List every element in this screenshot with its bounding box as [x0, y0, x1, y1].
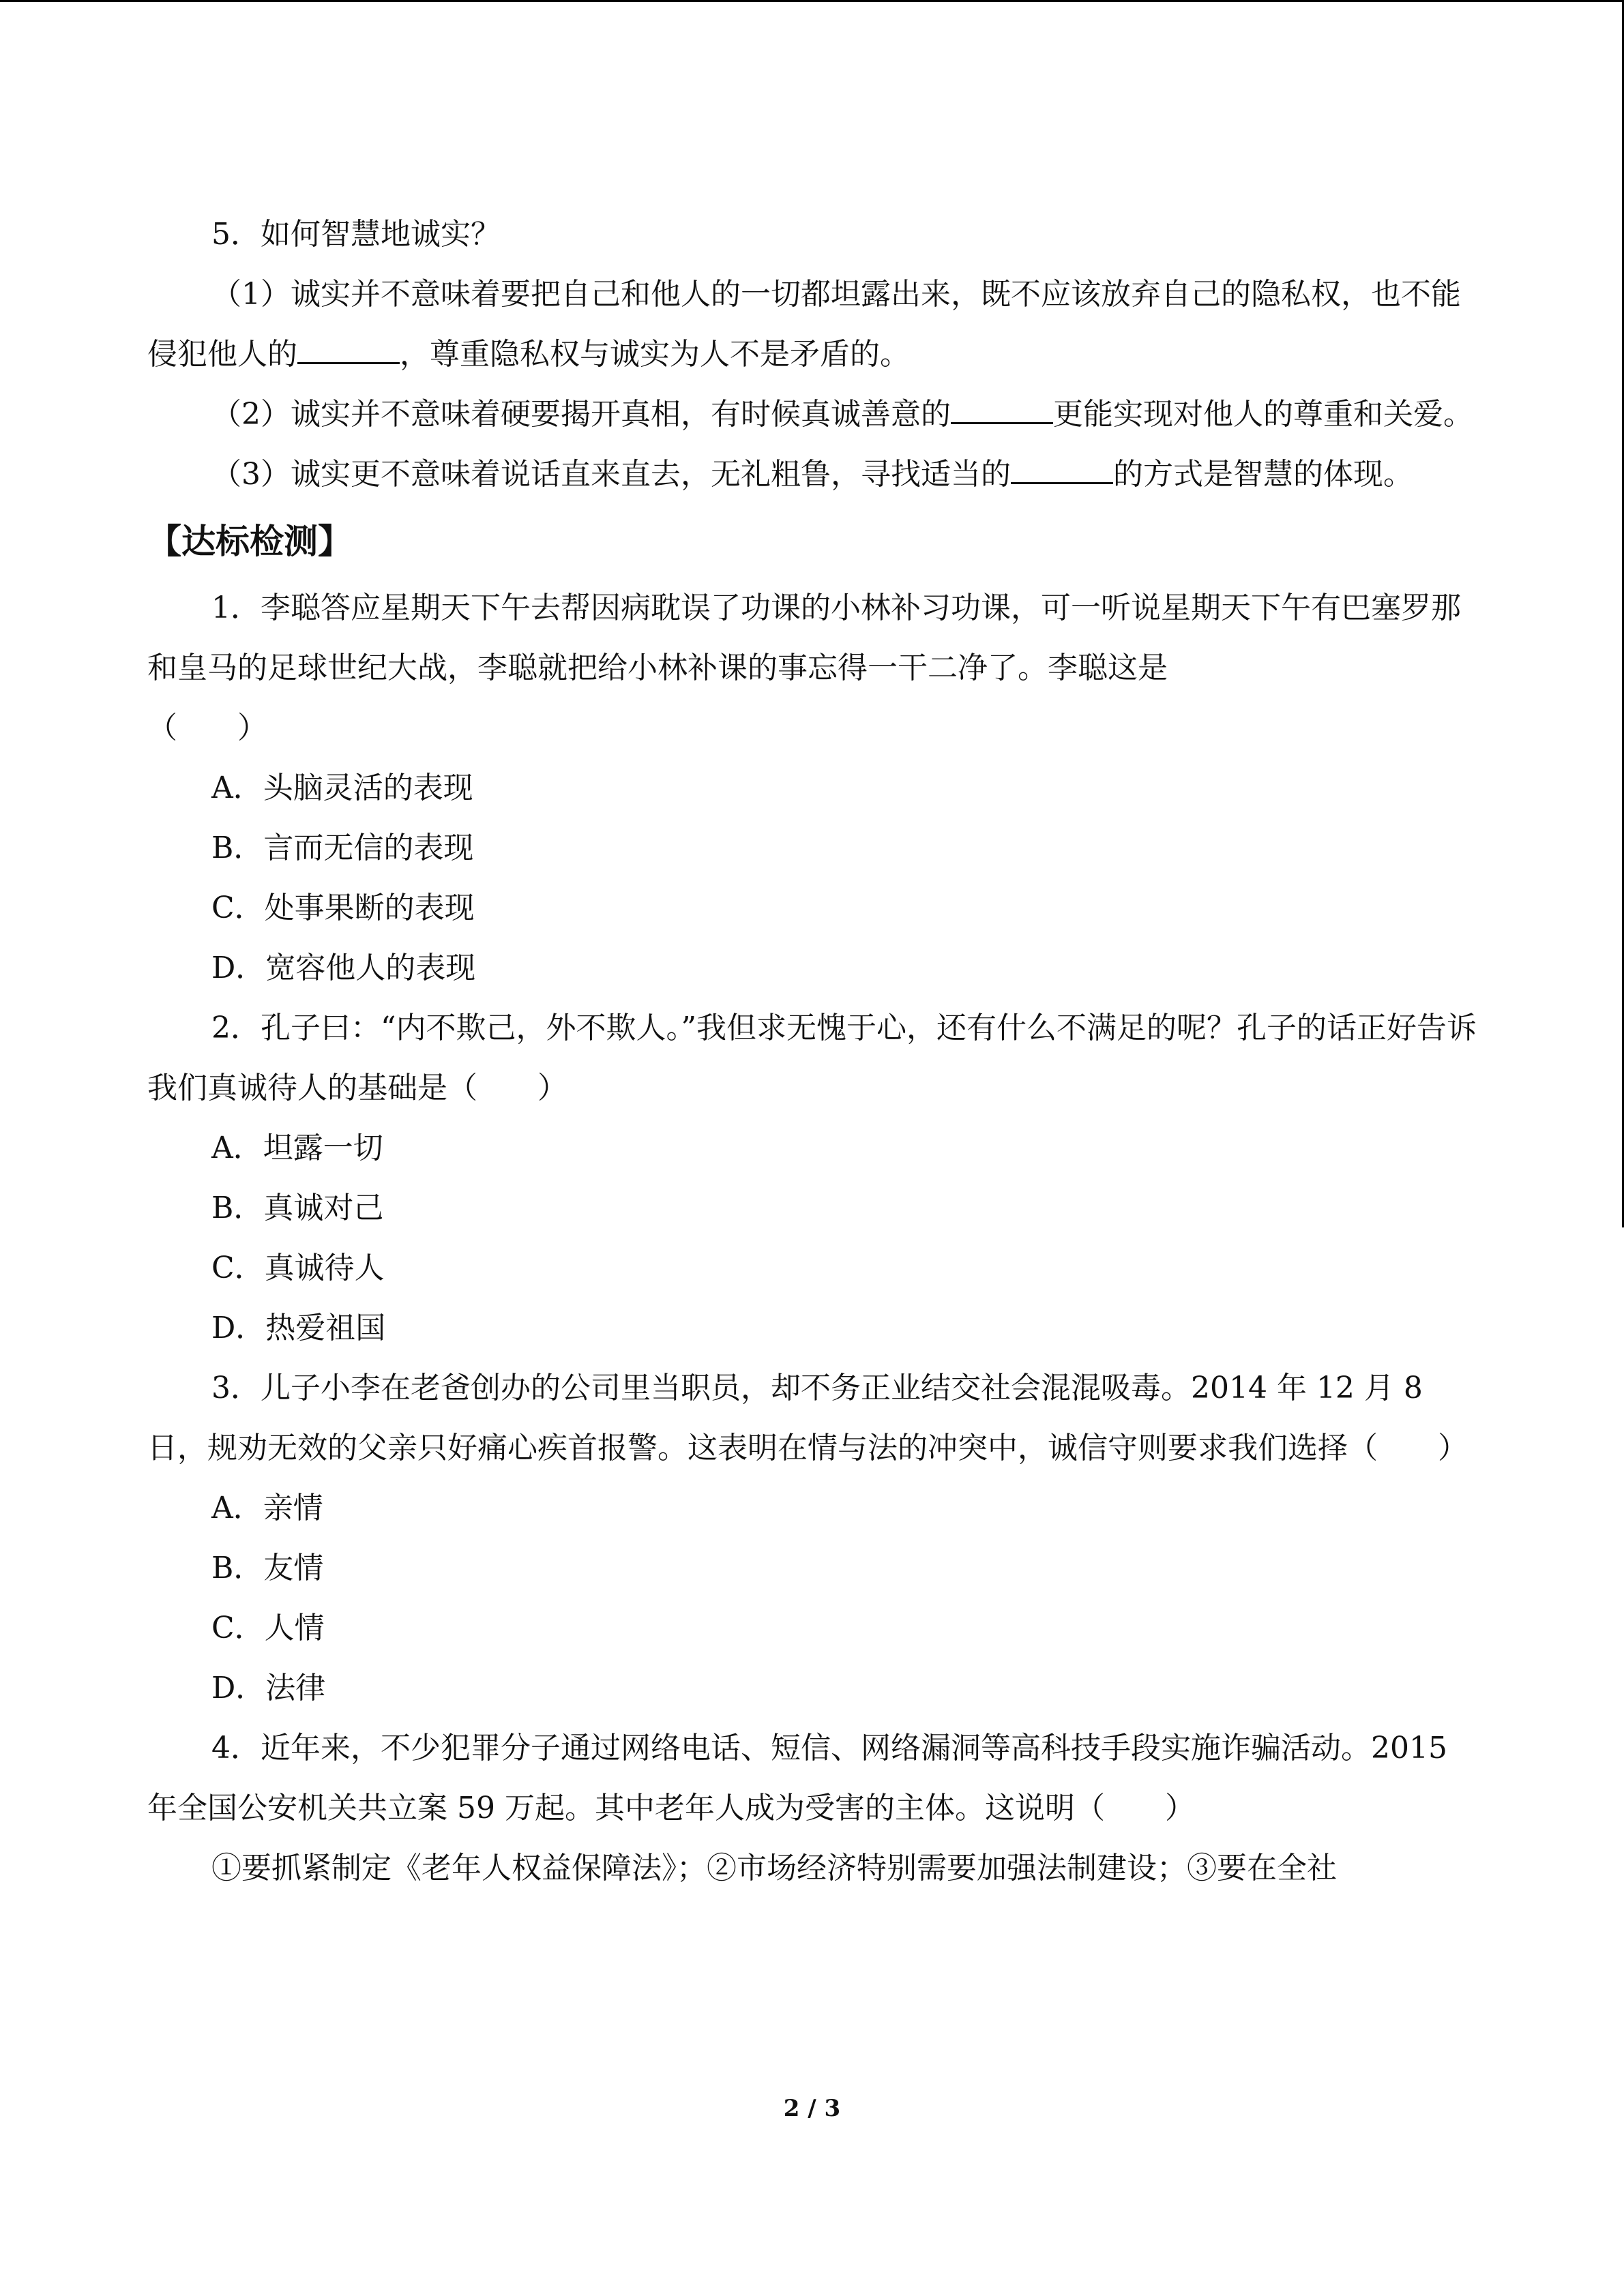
section5-item-1	[147, 265, 1477, 385]
question-4-stem: 4．近年来，不少犯罪分子通过网络电话、短信、网络漏洞等高科技手段实施诈骗活动。2015 年全国公安机关共立案 59 万起。其中老年人成为受害的主体。这说明（ ）	[147, 1731, 1447, 1825]
section5-title: 5．如何智慧地诚实？	[211, 217, 501, 252]
question-2-option-c[interactable]: C．真诚待人	[211, 1251, 385, 1285]
page-content	[147, 205, 1477, 1898]
fill-blank-1[interactable]	[297, 328, 400, 364]
section5-item-3-tail: 的方式是智慧的体现。	[1113, 457, 1413, 492]
question-2-option-b[interactable]: B．真诚对己	[211, 1191, 384, 1225]
question-3-stem: 3．儿子小李在老爸创办的公司里当职员，却不务正业结交社会混混吸毒。2014 年 12 月 8 日，规劝无效的父亲只好痛心疾首报警。这表明在情与法的冲突中，诚信守则要求我们选择（ ）	[147, 1371, 1468, 1465]
fill-blank-2[interactable]	[951, 388, 1053, 424]
fill-blank-3[interactable]	[1011, 448, 1113, 484]
page-number: 2 / 3	[783, 2095, 841, 2122]
question-1-option-b[interactable]: B．言而无信的表现	[211, 831, 474, 865]
question-2-option-a[interactable]: A．坦露一切	[211, 1131, 383, 1165]
question-3-option-b[interactable]: B．友情	[211, 1551, 324, 1585]
top-border	[0, 0, 1624, 2]
question-2-stem: 2．孔子曰：“内不欺己，外不欺人。”我但求无愧于心，还有什么不满足的呢？孔子的话正好告诉我们真诚待人的基础是（ ）	[147, 1011, 1477, 1105]
question-3-option-a[interactable]: A．亲情	[211, 1491, 323, 1525]
question-1-option-a[interactable]: A．头脑灵活的表现	[211, 771, 473, 805]
section5-item-3-text: （3）诚实更不意味着说话直来直去，无礼粗鲁，寻找适当的	[211, 457, 1011, 492]
section5-item-1-tail: ，尊重隐私权与诚实为人不是矛盾的。	[400, 337, 910, 372]
question-2-option-d[interactable]: D．热爱祖国	[211, 1311, 386, 1345]
section5-item-2-tail: 更能实现对他人的尊重和关爱。	[1053, 397, 1473, 432]
section5-item-2	[147, 385, 1477, 445]
question-4-statements: ①要抓紧制定《老年人权益保障法》；②市场经济特别需要加强法制建设；③要在全社	[211, 1851, 1337, 1885]
section-heading: 【达标检测】	[147, 522, 352, 561]
question-1-option-d[interactable]: D．宽容他人的表现	[211, 951, 476, 985]
question-1-paren: （ ）	[147, 711, 267, 745]
section5-item-1-text: （1）诚实并不意味着要把自己和他人的一切都坦露出来，既不应该放弃自己的隐私权，也不能侵犯他人的	[147, 277, 1461, 372]
question-1-stem: 1．李聪答应星期天下午去帮因病耽误了功课的小林补习功课，可一听说星期天下午有巴塞罗那和皇马的足球世纪大战，李聪就把给小林补课的事忘得一干二净了。李聪这是	[147, 591, 1461, 685]
section5-item-3	[147, 445, 1477, 505]
question-1-option-c[interactable]: C．处事果断的表现	[211, 891, 475, 925]
question-3-option-c[interactable]: C．人情	[211, 1611, 325, 1645]
question-3-option-d[interactable]: D．法律	[211, 1671, 326, 1705]
section5-item-2-text: （2）诚实并不意味着硬要揭开真相，有时候真诚善意的	[211, 397, 951, 432]
